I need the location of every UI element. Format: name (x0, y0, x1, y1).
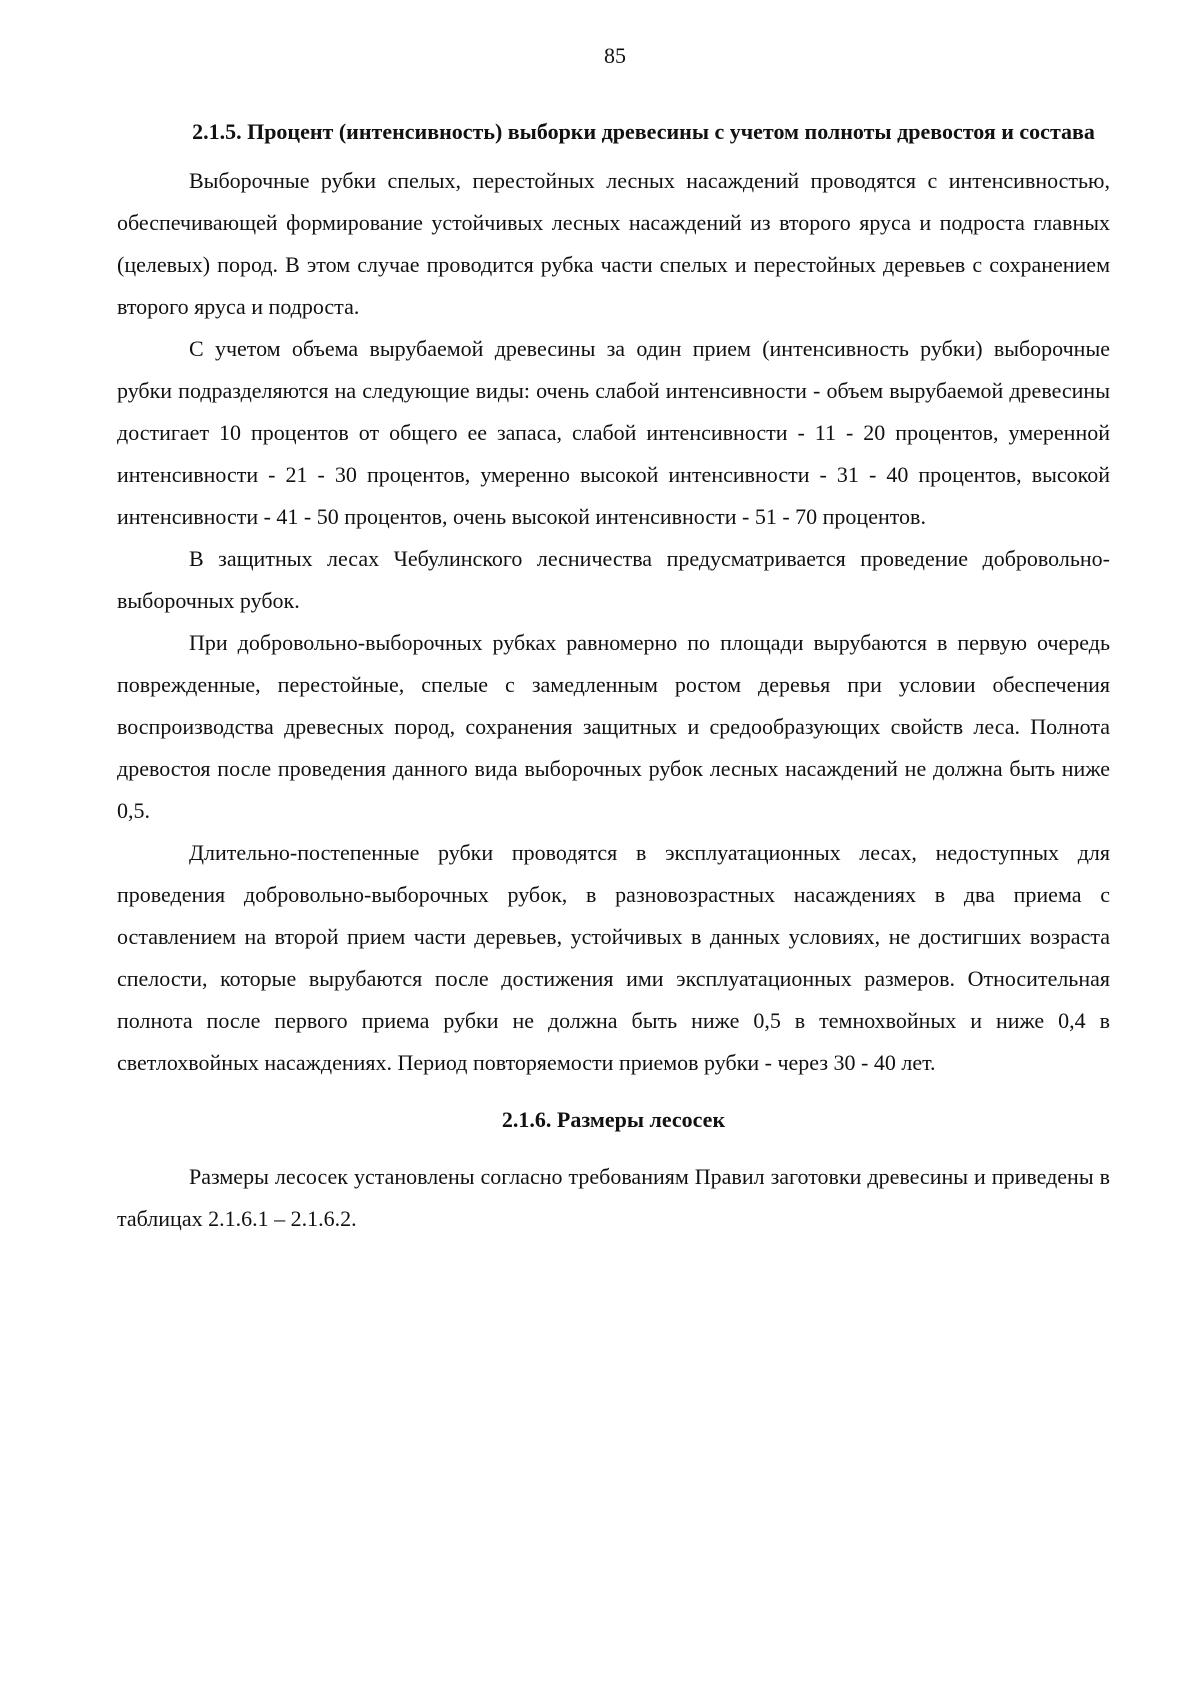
paragraph-long-gradual: Длительно-постепенные рубки проводятся в эксплуатационных лесах, недоступных для проведения добровольно-выборочных рубок, в разновозрастных насаждениях в два приема с оставлением на второй прием части деревьев, устойчивых в данных условиях, не достигших возраста спелости, которые вырубаются после достижения ими эксплуатационных размеров. Относительная полнота после первого приема рубки не должна быть ниже 0,5 в темнохвойных и ниже 0,4 в светлохвойных насаждениях. Период повторяемости приемов рубки - через 30 - 40 лет. (117, 840, 1110, 1075)
paragraph-selective-cutting: Выборочные рубки спелых, перестойных лесных насаждений проводятся с интенсивностью, обеспечивающей формирование устойчивых лесных насаждений из второго яруса и подроста главных (целевых) пород. В этом случае проводится рубка части спелых и перестойных деревьев с сохранением второго яруса и подроста. (117, 168, 1110, 319)
page-number: 85 (604, 43, 626, 68)
section-heading-2-1-6: 2.1.6. Размеры лесосек (501, 1107, 726, 1132)
page-content (117, 110, 1110, 1240)
paragraph-cutting-area-sizes: Размеры лесосек установлены согласно требованиям Правил заготовки древесины и приведены в таблицах 2.1.6.1 – 2.1.6.2. (117, 1164, 1110, 1231)
paragraph-voluntary-selective: При добровольно-выборочных рубках равномерно по площади вырубаются в первую очередь поврежденные, перестойные, спелые с замедленным ростом деревья при условии обеспечения воспроизводства древесных пород, сохранения защитных и средообразующих свойств леса. Полнота древостоя после проведения данного вида выборочных рубок лесных насаждений не должна быть ниже 0,5. (117, 630, 1110, 823)
paragraph-cutting-intensity: С учетом объема вырубаемой древесины за один прием (интенсивность рубки) выборочные рубки подразделяются на следующие виды: очень слабой интенсивности - объем вырубаемой древесины достигает 10 процентов от общего ее запаса, слабой интенсивности - 11 - 20 процентов, умеренной интенсивности - 21 - 30 процентов, умеренно высокой интенсивности - 31 - 40 процентов, высокой интенсивности - 41 - 50 процентов, очень высокой интенсивности - 51 - 70 процентов. (117, 336, 1110, 529)
section-heading-2-1-5: 2.1.5. Процент (интенсивность) выборки древесины с учетом полноты древостоя и состава (192, 119, 1095, 144)
paragraph-protective-forests: В защитных лесах Чебулинского лесничества предусматривается проведение добровольно-выборочных рубок. (117, 546, 1110, 613)
